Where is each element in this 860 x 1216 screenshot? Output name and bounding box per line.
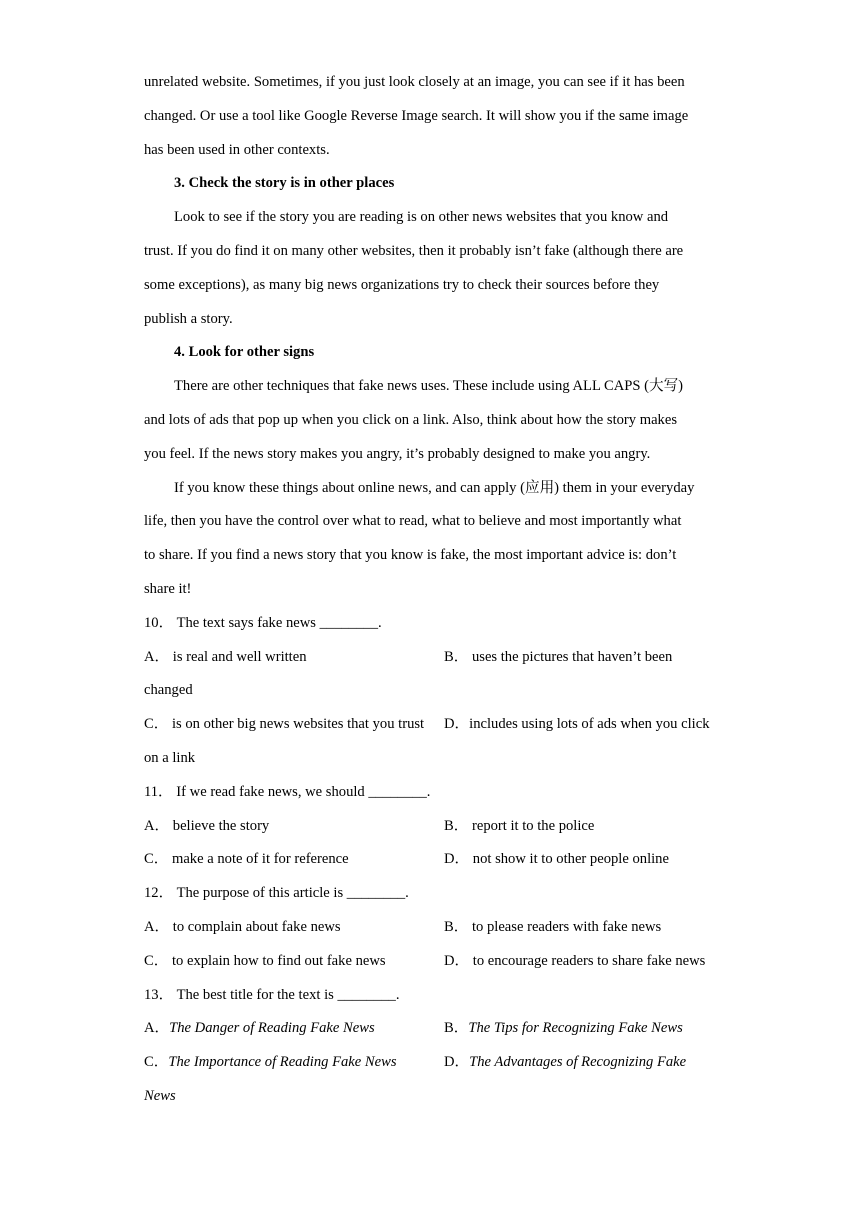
section-heading-3: 3. Check the story is in other places xyxy=(174,175,395,192)
passage-line: share it! xyxy=(144,580,192,597)
question-10-option-d: D．includes using lots of ads when you click xyxy=(444,716,710,733)
question-10-options-ab xyxy=(144,641,720,675)
passage-line: If you know these things about online news, and can apply (应用) them in your everyday xyxy=(174,479,695,496)
question-11-option-a: A． believe the story xyxy=(144,817,270,834)
question-13-option-b-text: The Tips for Recognizing Fake News xyxy=(468,1020,683,1037)
passage-line: changed. Or use a tool like Google Reverse Image search. It will show you if the same image xyxy=(144,107,689,124)
question-13-option-d xyxy=(444,1046,686,1080)
question-11-option-d: D． not show it to other people online xyxy=(444,851,669,868)
question-11-options-ab xyxy=(144,810,720,844)
question-13-option-d-text: The Advantages of Recognizing Fake xyxy=(469,1054,687,1071)
option-a-prefix: A． xyxy=(144,1020,170,1037)
question-12-option-c: C． to explain how to find out fake news xyxy=(144,952,386,969)
option-d-prefix: D． xyxy=(444,1054,470,1071)
question-12-option-a: A． to complain about fake news xyxy=(144,918,341,935)
question-11-option-b: B． report it to the police xyxy=(444,817,595,834)
question-10-stem: 10． The text says fake news ________. xyxy=(144,614,382,631)
question-13-option-c xyxy=(144,1046,397,1080)
question-13-options-ab xyxy=(144,1012,720,1046)
passage-line: some exceptions), as many big news organizations try to check their sources before they xyxy=(144,276,660,293)
question-13-stem: 13． The best title for the text is ________. xyxy=(144,986,400,1003)
question-13-option-a-text: The Danger of Reading Fake News xyxy=(169,1020,375,1037)
question-12-option-d: D． to encourage readers to share fake news xyxy=(444,952,706,969)
passage-line: and lots of ads that pop up when you click on a link. Also, think about how the story makes xyxy=(144,411,678,428)
question-11-option-c: C． make a note of it for reference xyxy=(144,851,349,868)
passage-line: Look to see if the story you are reading is on other news websites that you know and xyxy=(174,209,669,226)
document-content xyxy=(144,66,720,1114)
passage-line: you feel. If the news story makes you angry, it’s probably designed to make you angry. xyxy=(144,445,651,462)
question-11-stem: 11． If we read fake news, we should ________. xyxy=(144,783,431,800)
option-b-prefix: B． xyxy=(444,1020,469,1037)
question-12-option-b: B． to please readers with fake news xyxy=(444,918,662,935)
question-13-option-a xyxy=(144,1012,375,1046)
passage-line: trust. If you do find it on many other websites, then it probably isn’t fake (although there are xyxy=(144,242,684,259)
section-heading-4: 4. Look for other signs xyxy=(174,344,315,361)
question-10-option-d-continued: on a link xyxy=(144,749,196,766)
passage-line: There are other techniques that fake news uses. These include using ALL CAPS (大写) xyxy=(174,378,684,395)
question-10-option-b: B． uses the pictures that haven’t been xyxy=(444,648,673,665)
question-13-option-d-continued: News xyxy=(144,1087,176,1104)
question-10-option-a: A． is real and well written xyxy=(144,648,307,665)
question-12-options-cd xyxy=(144,945,720,979)
passage-line: unrelated website. Sometimes, if you just look closely at an image, you can see if it has been xyxy=(144,74,685,90)
question-13-options-cd xyxy=(144,1046,720,1080)
passage-line: life, then you have the control over what to read, what to believe and most importantly what xyxy=(144,513,682,530)
question-13-option-b xyxy=(444,1012,683,1046)
question-11-options-cd xyxy=(144,843,720,877)
passage-line: to share. If you find a news story that you know is fake, the most important advice is: don’t xyxy=(144,547,677,564)
passage-line: publish a story. xyxy=(144,310,233,327)
question-12-stem: 12． The purpose of this article is ________. xyxy=(144,885,409,902)
question-10-option-b-continued: changed xyxy=(144,682,193,699)
option-c-prefix: C． xyxy=(144,1054,169,1071)
passage-line: has been used in other contexts. xyxy=(144,141,330,158)
question-12-options-ab xyxy=(144,911,720,945)
question-10-options-cd xyxy=(144,708,720,742)
question-10-option-c: C． is on other big news websites that you trust xyxy=(144,716,425,733)
question-13-option-c-text: The Importance of Reading Fake News xyxy=(168,1054,397,1071)
